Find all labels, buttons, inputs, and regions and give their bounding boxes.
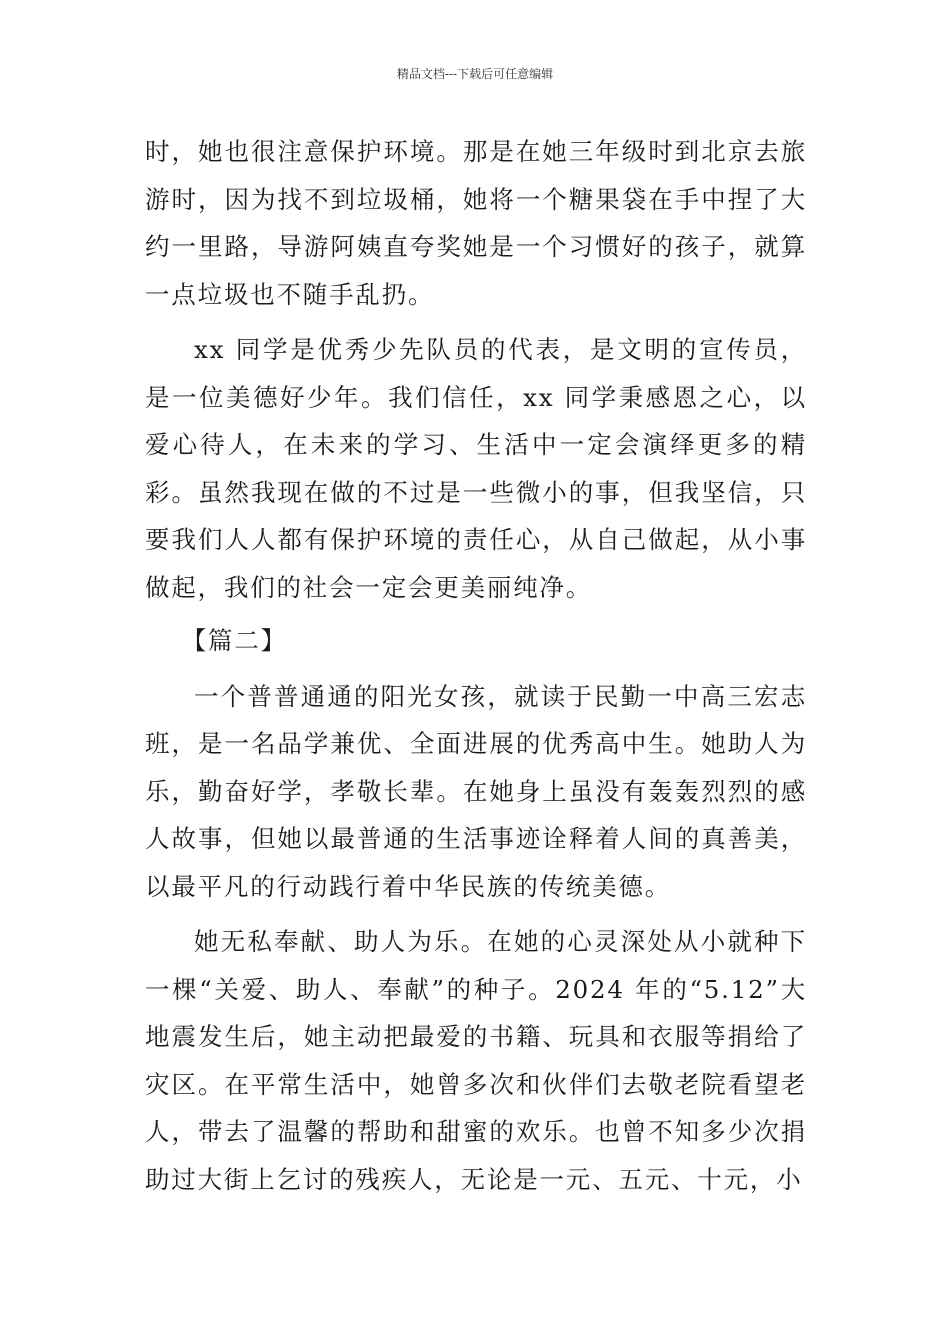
section-heading: 【篇二】 — [181, 626, 287, 655]
page-header: 精品文档---下载后可任意编辑 — [396, 67, 554, 81]
paragraph: xx 同学是优秀少先队员的代表，是文明的宣传员，是一位美德好少年。我们信任，xx 同学秉感恩之心，以爱心待人，在未来的学习、生活中一定会演绎更多的精彩。虽然我现在做的不过是一些微小的事，但我坚信，只要我们人人都有保护环境的责任心，从自己做起，从小事做起，我们的社会一定会更美丽纯净。 — [145, 335, 807, 602]
paragraph: 她无私奉献、助人为乐。在她的心灵深处从小就种下一棵“关爱、助人、奉献”的种子。2024 年的“5.12”大地震发生后，她主动把最爱的书籍、玩具和衣服等捐给了灾区。在平常生活中，她曾多次和伙伴们去敬老院看望老人，带去了温馨的帮助和甜蜜的欢乐。也曾不知多少次捐助过大街上乞讨的残疾人，无论是一元、五元、十元，小 — [145, 927, 807, 1194]
paragraph: 一个普普通通的阳光女孩，就读于民勤一中高三宏志班，是一名品学兼优、全面进展的优秀高中生。她助人为乐，勤奋好学，孝敬长辈。在她身上虽没有轰轰烈烈的感人故事，但她以最普通的生活事迹诠释着人间的真善美，以最平凡的行动践行着中华民族的传统美德。 — [145, 681, 807, 901]
paragraph-continuation: 时，她也很注意保护环境。那是在她三年级时到北京去旅游时，因为找不到垃圾桶，她将一个糖果袋在手中捏了大约一里路，导游阿姨直夸奖她是一个习惯好的孩子，就算一点垃圾也不随手乱扔。 — [145, 137, 807, 309]
document-body — [145, 128, 807, 1203]
